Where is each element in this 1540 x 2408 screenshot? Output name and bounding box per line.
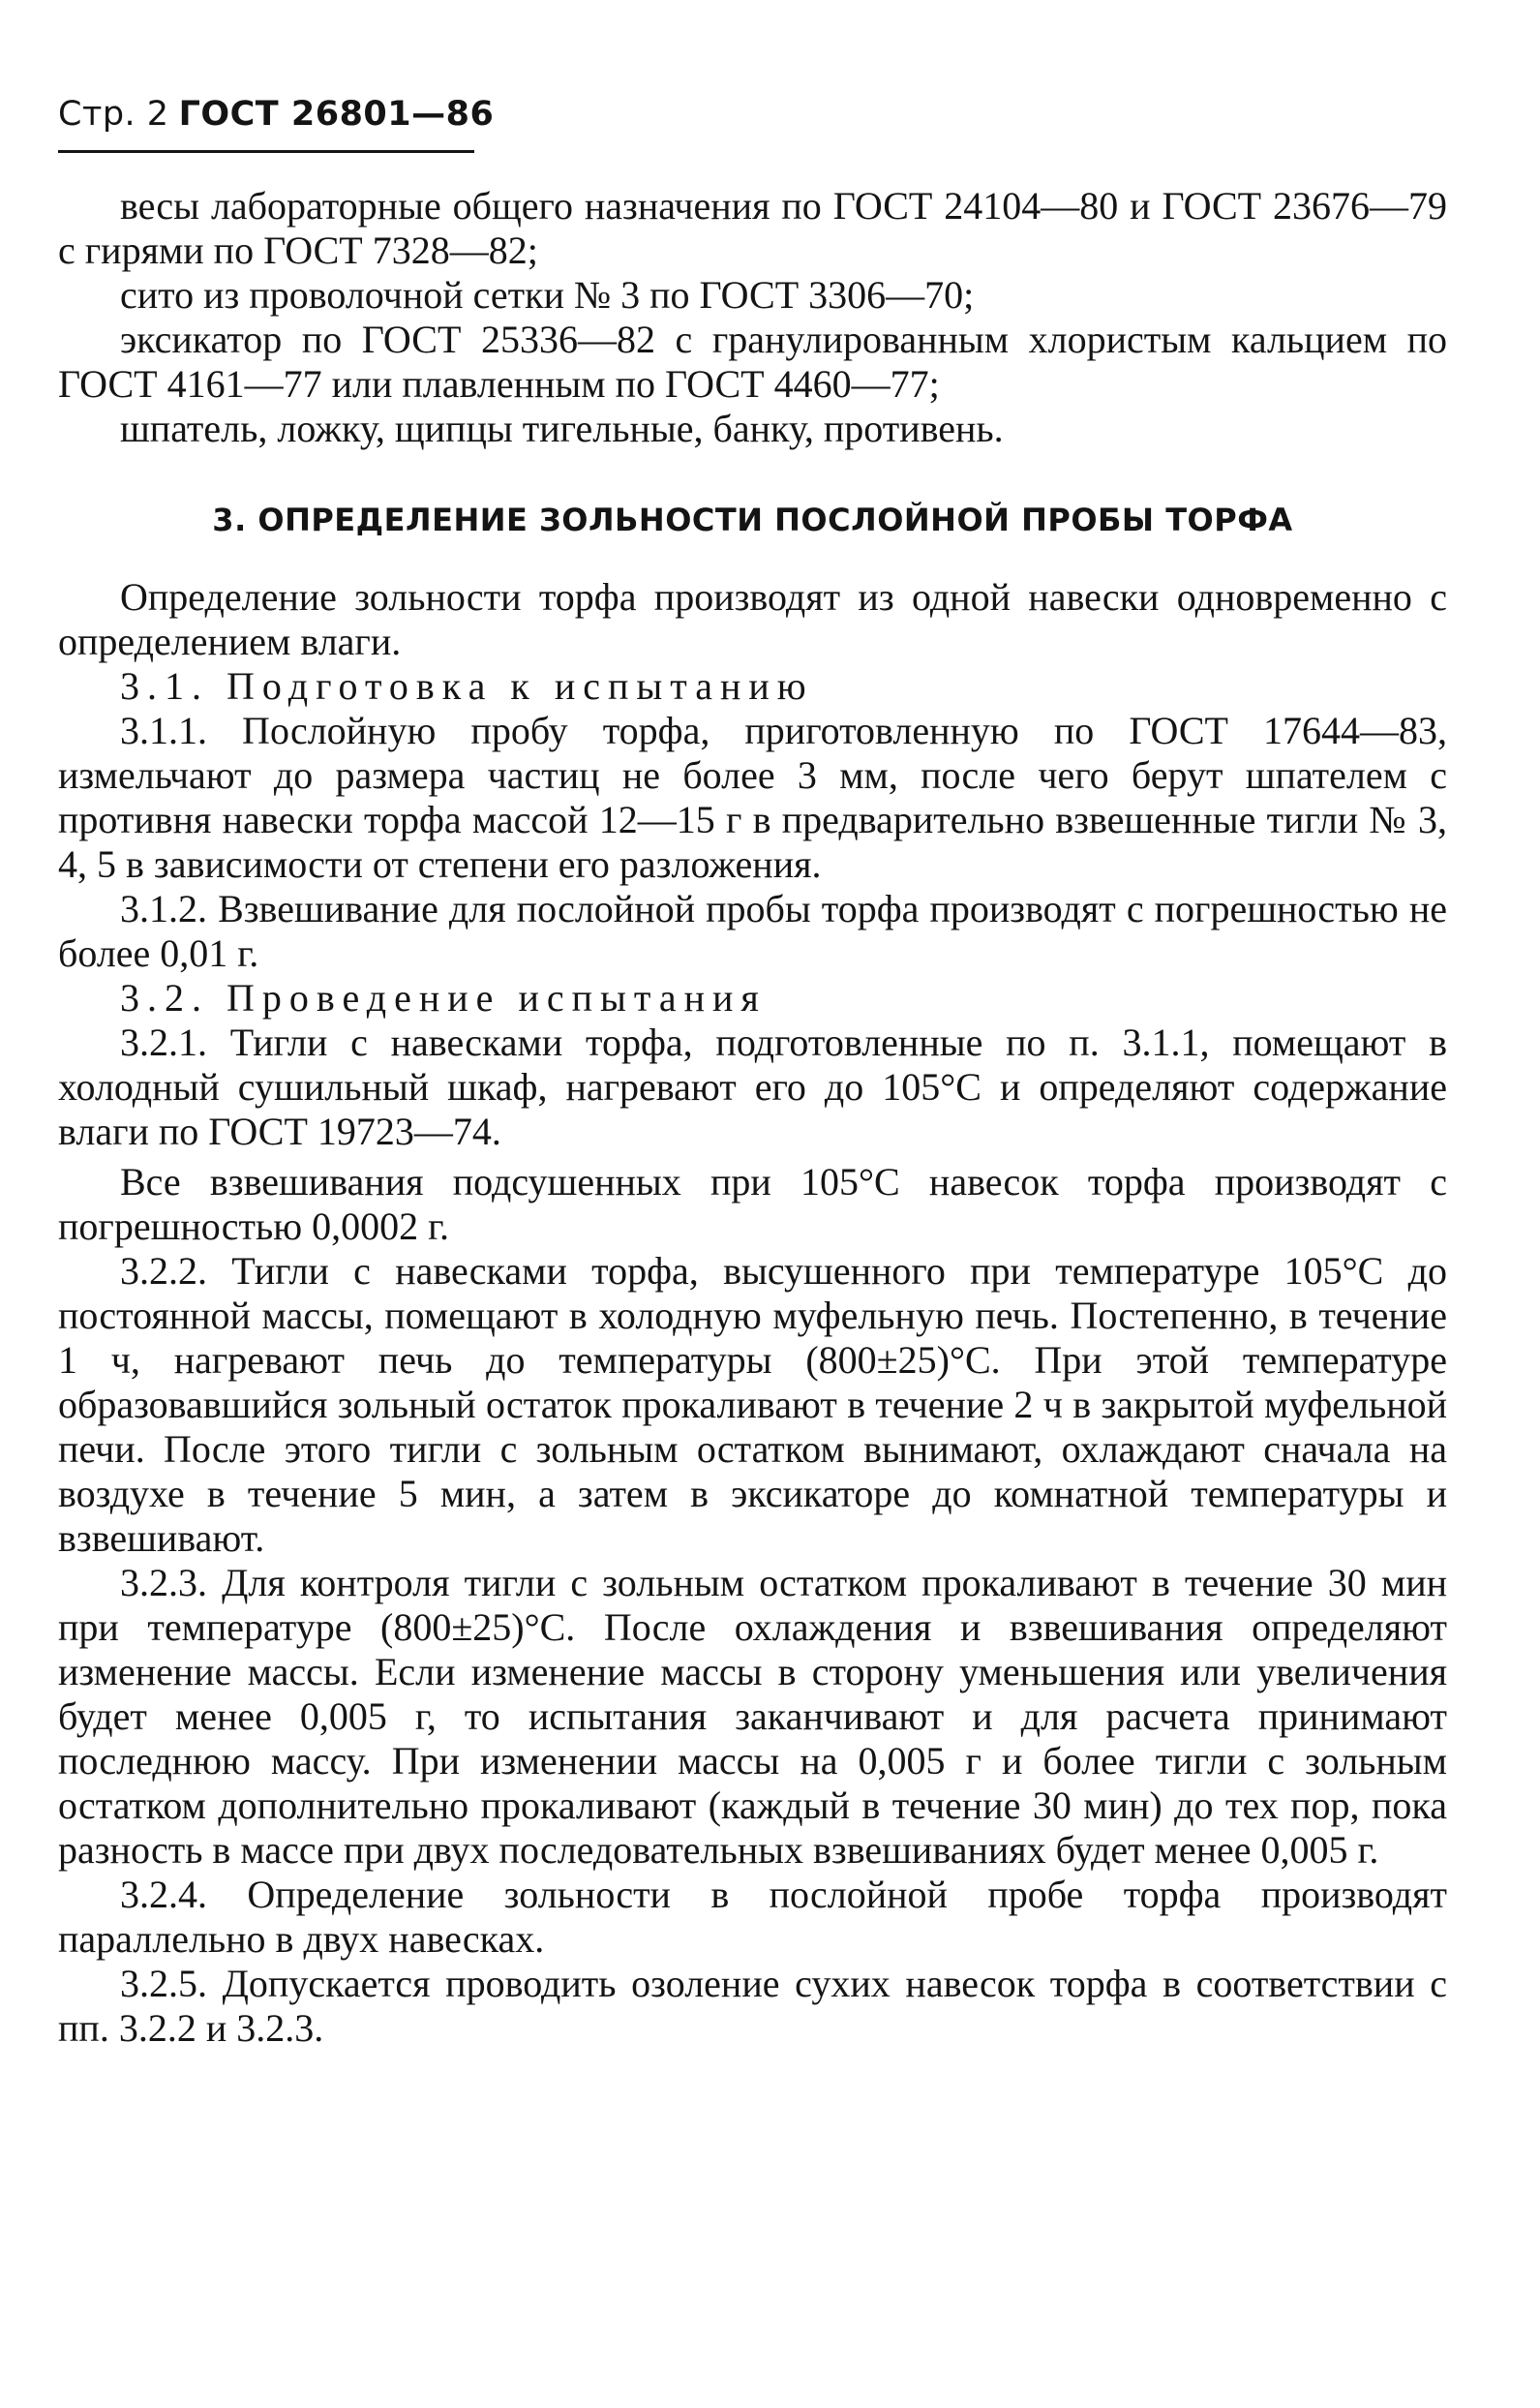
paragraph-3-2-1-weighing: Все взвешивания подсушенных при 105°С навесок торфа производят с погрешностью 0,0002 г. xyxy=(58,1160,1447,1248)
paragraph-3-2-4: 3.2.4. Определение зольности в послойной пробе торфа производят параллельно в двух навесках. xyxy=(58,1873,1447,1961)
subsection-heading-testing: 3.2. Проведение испытания xyxy=(120,976,767,1020)
document-body xyxy=(58,184,1447,2051)
page-number: Стр. 2 xyxy=(58,95,169,134)
section-intro: Определение зольности торфа производят из одной навески одновременно с определением влаги. xyxy=(58,575,1447,663)
equipment-item-tools: шпатель, ложку, щипцы тигельные, банку, противень. xyxy=(120,407,1004,450)
page-header xyxy=(58,95,494,134)
section-title: 3. ОПРЕДЕЛЕНИЕ ЗОЛЬНОСТИ ПОСЛОЙНОЙ ПРОБЫ ТОРФА xyxy=(212,502,1293,538)
paragraph-3-2-3: 3.2.3. Для контроля тигли с зольным остатком прокаливают в течение 30 мин при температуре (800±25)°С. После охлаждения и взвешивания определяют изменение массы. Если изменение массы в сторону уменьшения или увеличения будет менее 0,005 г, то испытания заканчивают и для расчета принимают последнюю массу. При изменении массы на 0,005 г и более тигли с зольным остатком дополнительно прокаливают (каждый в течение 30 мин) до тех пор, пока разность в массе при двух последовательных взвешиваниях будет менее 0,005 г. xyxy=(58,1561,1447,1872)
equipment-item-desiccator: эксикатор по ГОСТ 25336—82 с гранулированным хлористым кальцием по ГОСТ 4161—77 или плавленным по ГОСТ 4460—77; xyxy=(58,318,1447,406)
paragraph-3-2-5: 3.2.5. Допускается проводить озоление сухих навесок торфа в соответствии с пп. 3.2.2 и 3.2.3. xyxy=(58,1962,1447,2050)
subsection-heading-preparation: 3.1. Подготовка к испытанию xyxy=(120,664,814,708)
paragraph-3-2-1: 3.2.1. Тигли с навесками торфа, подготовленные по п. 3.1.1, помещают в холодный сушильный шкаф, нагревают его до 105°С и определяют содержание влаги по ГОСТ 19723—74. xyxy=(58,1021,1447,1153)
header-divider xyxy=(58,150,474,153)
paragraph-3-1-2: 3.1.2. Взвешивание для послойной пробы торфа производят с погрешностью не более 0,01 г. xyxy=(58,887,1447,975)
standard-number: ГОСТ 26801—86 xyxy=(178,95,495,134)
paragraph-3-1-1: 3.1.1. Послойную пробу торфа, приготовленную по ГОСТ 17644—83, измельчают до размера частиц не более 3 мм, после чего берут шпателем с противня навески торфа массой 12—15 г в предварительно взвешенные тигли № 3, 4, 5 в зависимости от степени его разложения. xyxy=(58,709,1447,886)
equipment-item-sieve: сито из проволочной сетки № 3 по ГОСТ 3306—70; xyxy=(120,273,975,317)
equipment-item-scales: весы лабораторные общего назначения по ГОСТ 24104—80 и ГОСТ 23676—79 с гирями по ГОСТ 7328—82; xyxy=(58,184,1447,272)
paragraph-3-2-2: 3.2.2. Тигли с навесками торфа, высушенного при температуре 105°С до постоянной массы, помещают в холодную муфельную печь. Постепенно, в течение 1 ч, нагревают печь до температуры (800±25)°С. При этой температуре образовавшийся зольный остаток прокаливают в течение 2 ч в закрытой муфельной печи. После этого тигли с зольным остатком вынимают, охлаждают сначала на воздухе в течение 5 мин, а затем в эксикаторе до комнатной температуры и взвешивают. xyxy=(58,1249,1447,1560)
